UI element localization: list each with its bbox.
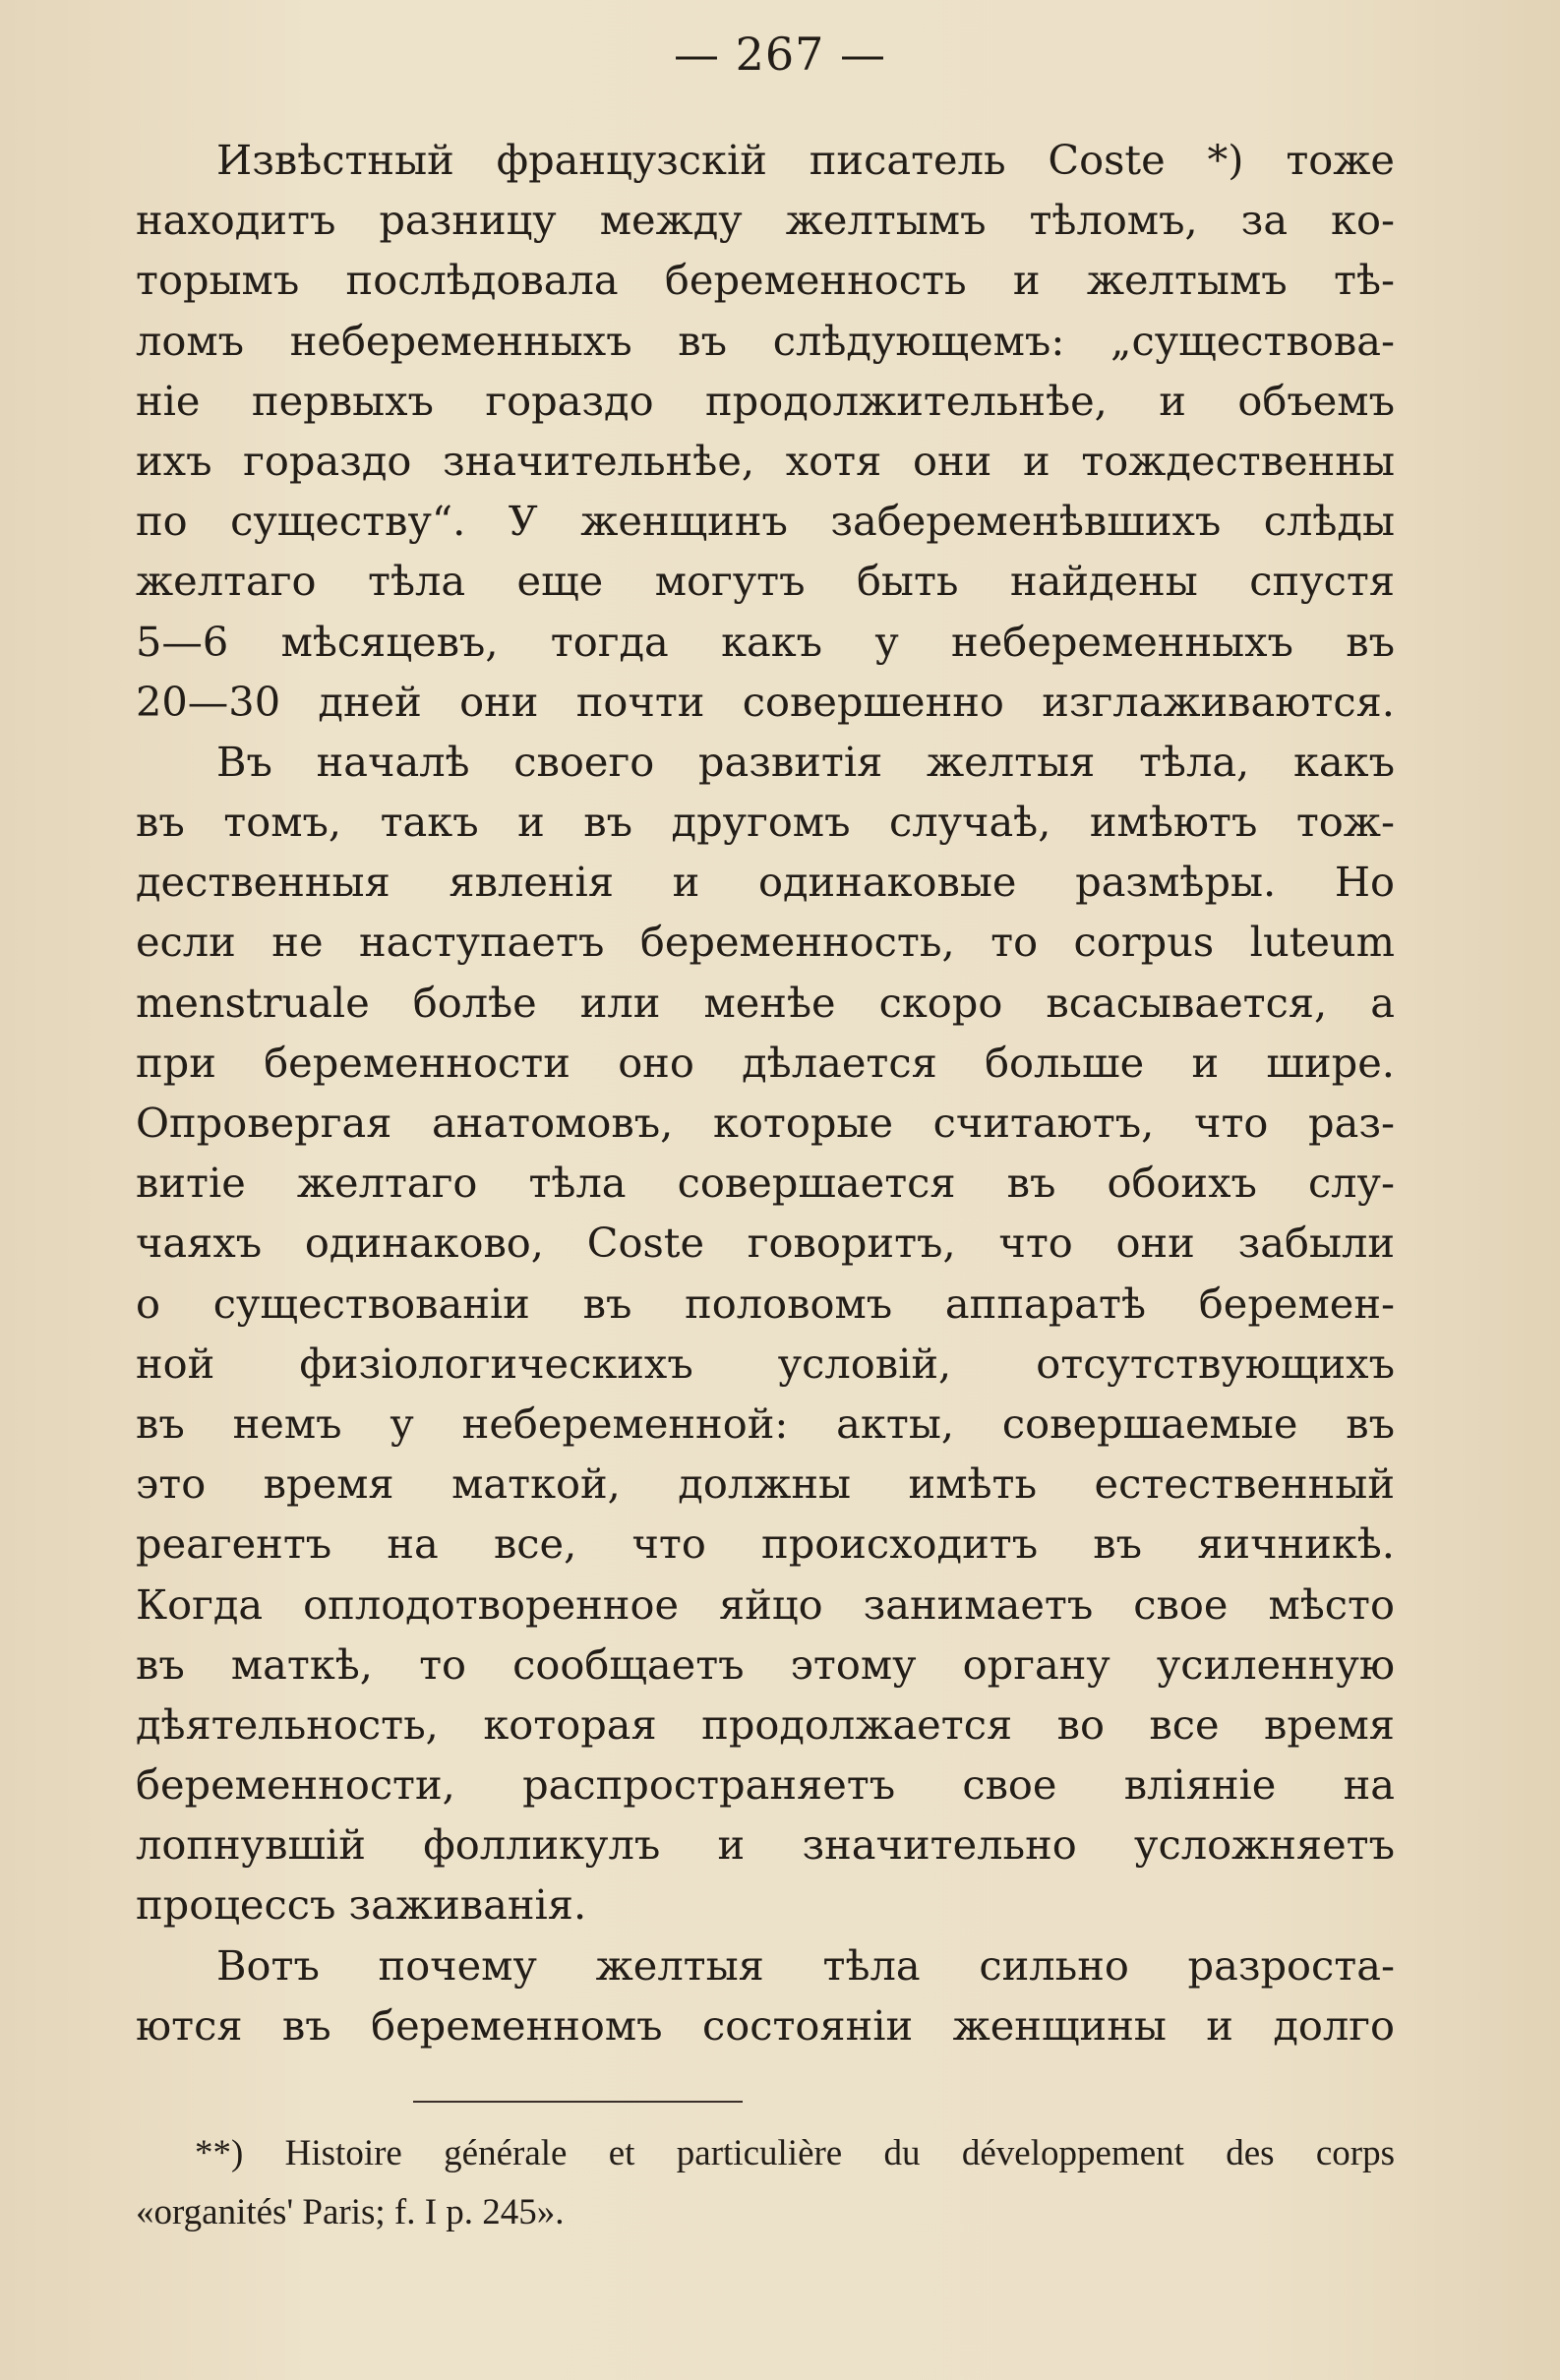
text-line: въ немъ у небеременной: акты, совершаемые въ [136, 1398, 1395, 1448]
text-line: дѣятельность, которая продолжается во все время [136, 1699, 1395, 1749]
text-line: ломъ небеременныхъ въ слѣдующемъ: „существова- [136, 316, 1395, 365]
text-line: находитъ разницу между желтымъ тѣломъ, за ко- [136, 196, 1395, 245]
text-line: беременности, распространяетъ свое вліяніе на [136, 1760, 1395, 1810]
text-line: реагентъ на все, что происходитъ въ яичникѣ. [136, 1519, 1395, 1569]
text-line: ются въ беременномъ состояніи женщины и долго [136, 2000, 1395, 2050]
footnote-divider [413, 2101, 743, 2103]
text-line: menstruale болѣе или менѣе скоро всасывается, а [136, 978, 1395, 1027]
text-line: ной физіологическихъ условій, отсутствующихъ [136, 1339, 1395, 1388]
footnote [136, 2124, 1395, 2242]
text-line: по существу“. У женщинъ забеременѣвшихъ слѣды [136, 497, 1395, 546]
paragraph-3 [136, 1935, 1395, 2055]
text-line: Въ началѣ своего развитія желтыя тѣла, какъ [216, 737, 1395, 786]
text-line: о существованіи въ половомъ аппаратѣ беремен- [136, 1279, 1395, 1328]
text-line: лопнувшій фолликулъ и значительно усложняетъ [136, 1820, 1395, 1870]
text-line: Опровергая анатомовъ, которые считаютъ, что раз- [136, 1099, 1395, 1147]
main-text [136, 130, 1395, 2055]
text-line: Когда оплодотворенное яйцо занимаетъ свое мѣсто [136, 1579, 1395, 1629]
text-line: въ томъ, такъ и въ другомъ случаѣ, имѣютъ тож- [136, 798, 1395, 847]
text-line: Извѣстный французскій писатель Coste *) тоже [216, 136, 1395, 184]
page-number: — 267 — [673, 28, 887, 81]
text-line: Вотъ почему желтыя тѣла сильно разроста- [216, 1940, 1395, 1990]
text-line: если не наступаетъ беременность, то corpus luteum [136, 918, 1395, 967]
text-line: въ маткѣ, то сообщаетъ этому органу усиленную [136, 1639, 1395, 1689]
footnote-line: **) Histoire générale et particulière du développement des corps [195, 2133, 1395, 2173]
text-line: это время маткой, должны имѣть естественный [136, 1459, 1395, 1509]
text-line: чаяхъ одинаково, Coste говоритъ, что они забыли [136, 1219, 1395, 1268]
text-line: процессъ заживанія. [136, 1880, 587, 1930]
text-line: ніе первыхъ гораздо продолжительнѣе, и объемъ [136, 376, 1395, 425]
text-line: при беременности оно дѣлается больше и шире. [136, 1038, 1395, 1087]
paragraph-1 [136, 130, 1395, 732]
text-line: ихъ гораздо значительнѣе, хотя они и тождественны [136, 436, 1395, 485]
paragraph-2 [136, 732, 1395, 1935]
text-line: 20—30 дней они почти совершенно изглаживаются. [136, 677, 1395, 726]
text-line: торымъ послѣдовала беременность и желтымъ тѣ- [136, 256, 1395, 305]
text-line: 5—6 мѣсяцевъ, тогда какъ у небеременныхъ въ [136, 617, 1395, 666]
text-line: дественныя явленія и одинаковые размѣры. Но [136, 858, 1395, 907]
footnote-line: «organités' Paris; f. I p. 245». [136, 2192, 565, 2232]
text-line: витіе желтаго тѣла совершается въ обоихъ слу- [136, 1159, 1395, 1208]
text-line: желтаго тѣла еще могутъ быть найдены спустя [136, 557, 1395, 606]
